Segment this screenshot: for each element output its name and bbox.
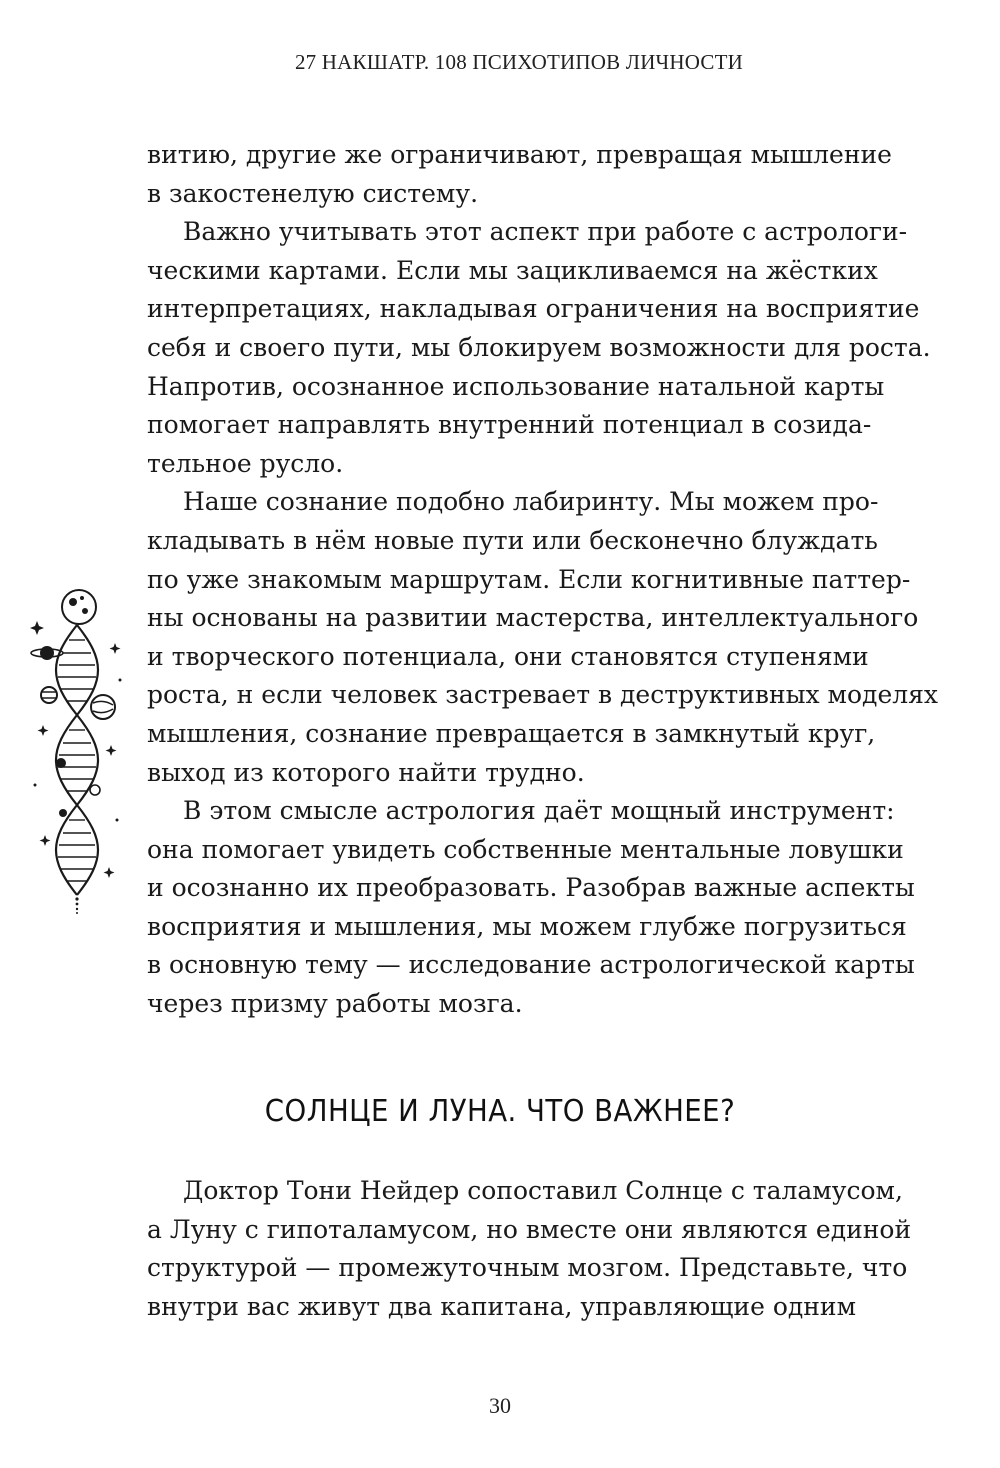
text-line: в закостенелую систему.	[147, 178, 479, 208]
text-line: тельное русло.	[147, 448, 344, 478]
text-line: структурой — промежуточным мозгом. Представьте, что	[147, 1253, 908, 1283]
text-line: витию, другие же ограничивают, превращая мышление	[147, 140, 892, 169]
text-line: помогает направлять внутренний потенциал в созида-	[147, 410, 872, 440]
text-line: ны основаны на развитии мастерства, интеллектуального	[147, 603, 919, 633]
body-text	[147, 136, 938, 1024]
text-line: выход из которого найти трудно.	[147, 757, 585, 787]
text-line: себя и своего пути, мы блокируем возможности для роста.	[147, 332, 931, 362]
text-line: и осознанно их преобразовать. Разобрав важные аспекты	[147, 873, 915, 903]
text-line: по уже знакомым маршрутам. Если когнитивные паттер-	[147, 564, 911, 594]
text-line: мышления, сознание превращается в замкнутый круг,	[147, 718, 876, 748]
text-line: В этом смысле астрология даёт мощный инструмент:	[183, 796, 895, 826]
section-heading: СОЛНЦЕ И ЛУНА. ЧТО ВАЖНЕЕ?	[264, 1094, 736, 1129]
text-line: внутри вас живут два капитана, управляющие одним	[147, 1291, 857, 1321]
text-line: восприятия и мышления, мы можем глубже погрузиться	[147, 911, 907, 941]
text-line: Важно учитывать этот аспект при работе с астрологи-	[183, 217, 908, 247]
dna-planets-icon	[25, 585, 135, 915]
page-number: 30	[489, 1393, 511, 1418]
running-header: 27 НАКШАТР. 108 ПСИХОТИПОВ ЛИЧНОСТИ	[294, 50, 743, 74]
text-line: и творческого потенциала, они становятся ступенями	[147, 641, 869, 671]
section-body-text	[147, 1172, 912, 1326]
text-line: Напротив, осознанное использование натальной карты	[147, 371, 885, 401]
text-line: в основную тему — исследование астрологической карты	[147, 950, 915, 980]
text-line: интерпретациях, накладывая ограничения на восприятие	[147, 294, 920, 324]
text-line: кладывать в нём новые пути или бесконечно блуждать	[147, 525, 878, 555]
text-line: Доктор Тони Нейдер сопоставил Солнце с таламусом,	[183, 1176, 903, 1205]
text-line: а Луну с гипоталамусом, но вместе они являются единой	[147, 1214, 912, 1244]
text-line: ческими картами. Если мы зацикливаемся на жёстких	[147, 255, 878, 285]
text-line: она помогает увидеть собственные ментальные ловушки	[147, 834, 904, 864]
text-line: роста, н если человек застревает в деструктивных моделях	[147, 680, 938, 710]
text-line: Наше сознание подобно лабиринту. Мы можем про-	[183, 487, 879, 517]
text-line: через призму работы мозга.	[147, 989, 523, 1019]
